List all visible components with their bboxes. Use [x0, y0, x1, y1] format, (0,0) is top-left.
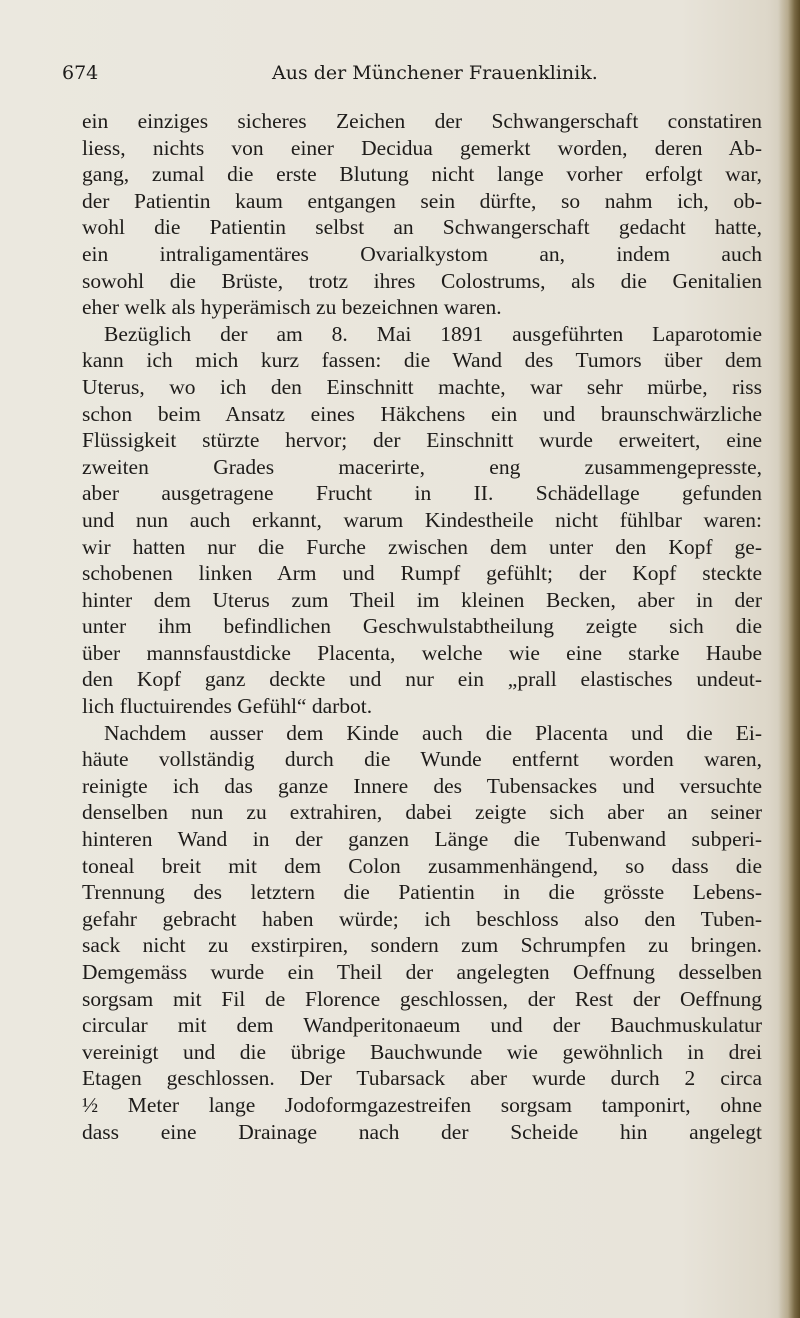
text-line: aber ausgetragene Frucht in II. Schädellage gefunden [82, 481, 762, 506]
text-line: ein einziges sicheres Zeichen der Schwangerschaft constatiren [82, 109, 762, 133]
text-line: dass eine Drainage nach der Scheide hin angelegt [82, 1119, 762, 1144]
text-line: wohl die Patientin selbst an Schwangerschaft gedacht hatte, [82, 215, 762, 240]
text-line: sowohl die Brüste, trotz ihres Colostrums, als die Genitalien [82, 268, 762, 293]
text-line: lich fluctuirendes Gefühl“ darbot. [82, 694, 373, 719]
text-line: Trennung des letztern die Patientin in die grösste Lebens- [82, 880, 762, 905]
text-line: zweiten Grades macerirte, eng zusammengepresste, [82, 454, 762, 479]
text-line: hinter dem Uterus zum Theil im kleinen Becken, aber in der [82, 587, 762, 612]
page-number: 674 [62, 62, 99, 84]
text-line: häute vollständig durch die Wunde entfernt worden waren, [82, 747, 762, 772]
text-line: liess, nichts von einer Decidua gemerkt worden, deren Ab- [82, 135, 762, 160]
page-edge-shadow [778, 0, 800, 1318]
text-line: gefahr gebracht haben würde; ich beschloss also den Tuben- [82, 906, 762, 931]
body-text [82, 108, 762, 1145]
text-line: der Patientin kaum entgangen sein dürfte, so nahm ich, ob- [82, 188, 762, 213]
text-line: hinteren Wand in der ganzen Länge die Tubenwand subperi- [82, 827, 762, 852]
text-line: Nachdem ausser dem Kinde auch die Placenta und die Ei- [104, 720, 762, 745]
text-line: vereinigt und die übrige Bauchwunde wie gewöhnlich in drei [82, 1039, 762, 1064]
text-line: gang, zumal die erste Blutung nicht lange vorher erfolgt war, [82, 162, 762, 187]
text-line: Bezüglich der am 8. Mai 1891 ausgeführten Laparotomie [104, 321, 762, 346]
running-title: Aus der Münchener Frauenklinik. [272, 62, 598, 84]
text-line: und nun auch erkannt, warum Kindestheile nicht fühlbar waren: [82, 507, 762, 532]
text-line: ein intraligamentäres Ovarialkystom an, indem auch [82, 241, 762, 266]
text-line: sorgsam mit Fil de Florence geschlossen, der Rest der Oeffnung [82, 986, 762, 1011]
text-line: reinigte ich das ganze Innere des Tubensackes und versuchte [82, 773, 762, 798]
text-line: eher welk als hyperämisch zu bezeichnen waren. [82, 295, 502, 320]
text-line: sack nicht zu exstirpiren, sondern zum Schrumpfen zu bringen. [82, 933, 762, 958]
text-line: wir hatten nur die Furche zwischen dem unter den Kopf ge- [82, 534, 762, 559]
text-line: circular mit dem Wandperitonaeum und der Bauchmuskulatur [82, 1013, 762, 1038]
text-line: ½ Meter lange Jodoformgazestreifen sorgsam tamponirt, ohne [82, 1092, 762, 1117]
text-line: toneal breit mit dem Colon zusammenhängend, so dass die [82, 853, 762, 878]
text-line: Etagen geschlossen. Der Tubarsack aber wurde durch 2 circa [82, 1066, 762, 1091]
page-header [62, 62, 762, 86]
text-line: schon beim Ansatz eines Häkchens ein und braunschwärzliche [82, 401, 762, 426]
text-line: unter ihm befindlichen Geschwulstabtheilung zeigte sich die [82, 614, 762, 639]
text-line: denselben nun zu extrahiren, dabei zeigte sich aber an seiner [82, 800, 762, 825]
text-line: über mannsfaustdicke Placenta, welche wie eine starke Haube [82, 640, 762, 665]
text-line: schobenen linken Arm und Rumpf gefühlt; der Kopf steckte [82, 561, 762, 586]
text-line: kann ich mich kurz fassen: die Wand des Tumors über dem [82, 348, 762, 373]
text-line: Flüssigkeit stürzte hervor; der Einschnitt wurde erweitert, eine [82, 428, 762, 453]
text-line: den Kopf ganz deckte und nur ein „prall elastisches undeut- [82, 667, 762, 692]
text-line: Demgemäss wurde ein Theil der angelegten Oeffnung desselben [82, 960, 762, 984]
text-line: Uterus, wo ich den Einschnitt machte, war sehr mürbe, riss [82, 374, 762, 399]
